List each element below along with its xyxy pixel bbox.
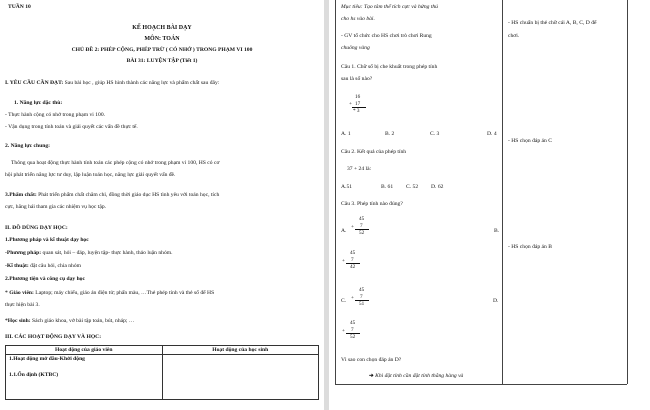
activities-table — [5, 345, 319, 400]
q1-option-a: A. 1 — [341, 131, 351, 137]
plus-sign: + — [342, 328, 345, 334]
plus-sign: + — [349, 101, 352, 107]
method-line — [5, 250, 173, 257]
calc-operand-bottom: 7 — [351, 256, 354, 263]
teacher-line — [5, 290, 214, 297]
section1-line1: - Thực hành cộng có nhớ trong phạm vi 100. — [5, 112, 106, 118]
teacher-text: Laptop; máy chiếu, giáo án điện tử; phấn màu, …Thẻ phép tính và thẻ số để HS — [33, 290, 215, 296]
question1-line1: Câu 1. Chữ số bị che khuất trong phép tính — [341, 64, 438, 70]
q1-option-b: B. 2 — [385, 131, 395, 137]
section2-line2: hội phát triển năng lực tư duy, lập luận toán học, năng lực giải quyết vấn đề. — [5, 172, 176, 178]
q3-answer: - HS chọn đáp án B — [508, 244, 552, 250]
plus-sign: + — [351, 295, 354, 301]
student-text: Sách giáo khoa, vở bài tập toán, bút, nháp; … — [30, 318, 135, 324]
section3-text: Phát triển phẩm chất chăm chỉ, đồng thời giáo dục HS tình yêu với toán học, tích — [36, 192, 220, 198]
table-border-right — [627, 0, 628, 384]
q3-calc-d — [342, 320, 360, 341]
q2-option-a: A.51 — [341, 184, 353, 190]
method-text: quan sát, hỏi – đáp, luyện tập- thực hành, thảo luận nhóm. — [41, 250, 173, 256]
requirements-text: Sau bài học , giúp HS hình thành các năng lực và phẩm chất sau đây: — [63, 80, 220, 86]
goal-line2: cho hs vào bài. — [341, 16, 375, 22]
question2-expr: 37 + 24 là: — [347, 166, 372, 172]
q1-option-d: D. 4 — [487, 131, 497, 137]
q3-option-a: A. — [341, 228, 347, 234]
calc-operand-top: 45 — [359, 287, 365, 293]
requirements-line — [5, 80, 219, 87]
note-line — [369, 373, 463, 380]
hs-prep-line1: - HS chuẩn bị thẻ chữ cái A, B, C, D để — [508, 20, 597, 26]
table-border-bottom — [335, 384, 627, 385]
table-border-middle — [502, 0, 503, 384]
table-header-teacher: Hoạt động của giáo viên — [6, 346, 163, 355]
question1-line2: sau là số nào? — [341, 76, 373, 82]
section1-heading: 1. Năng lực đặc thù: — [14, 100, 63, 106]
activity-opening: 1.Hoạt động mở đầu-Khởi động — [9, 356, 85, 362]
tools-sub2: 2.Phương tiện và công cụ dạy học — [5, 276, 85, 282]
tools-heading: II. ĐỒ DÙNG DẠY HỌC: — [5, 225, 68, 231]
q3-option-d: D. — [493, 298, 499, 304]
q2-option-c: C. 52 — [406, 184, 419, 190]
q1-option-c: C. 3 — [430, 131, 440, 137]
calc-operand-top: 16 — [355, 94, 361, 100]
section3-heading: 3.Phẩm chất: — [5, 192, 37, 198]
game-line1: - GV tổ chức cho HS chơi trò chơi Rung — [341, 33, 432, 39]
table-cell-student — [162, 355, 319, 400]
calc-operand-bottom: 7 — [360, 293, 363, 300]
game-line2: chuông vàng — [341, 45, 370, 51]
document-page-left — [0, 0, 324, 410]
q2-option-b: B. 61 — [381, 184, 394, 190]
document-page-right — [329, 0, 650, 410]
q3-option-c: C. — [341, 298, 347, 304]
section3-line1 — [5, 192, 219, 199]
week-label: TUẦN 10 — [8, 4, 31, 10]
question3: Câu 3. Phép tính nào đúng? — [341, 201, 403, 207]
chapter-title: CHỦ ĐỀ 2: PHÉP CỘNG, PHÉP TRỪ ( CÓ NHỚ ) TRONG PHẠM VI 100 — [71, 47, 253, 53]
teacher-label: * Giáo viên: — [5, 290, 34, 296]
q3-calc-a — [351, 216, 369, 237]
teacher-line2: thực hiện bài 3. — [5, 302, 40, 308]
q3-option-b: B. — [494, 228, 500, 234]
q3-calc-b — [342, 250, 360, 271]
q3-calc-c — [351, 287, 369, 308]
section2-heading: 2. Năng lực chung: — [5, 143, 51, 149]
activities-heading: III. CÁC HOẠT ĐỘNG DẠY VÀ HỌC: — [5, 334, 102, 340]
requirements-heading: I. YÊU CẦU CẦN ĐẠT: — [5, 80, 64, 86]
technique-label: -Kĩ thuật: — [5, 263, 29, 269]
question2: Câu 2. Kết quả của phép tính — [341, 149, 407, 155]
calc-operand-top: 45 — [359, 216, 365, 222]
arrow-icon: ➔ — [369, 373, 374, 379]
table-row — [6, 355, 319, 400]
plus-sign: + — [342, 258, 345, 264]
tools-sub1: 1.Phương pháp và kĩ thuật dạy học — [5, 237, 89, 243]
lesson-plan-title: KẾ HOẠCH BÀI DẠY — [132, 25, 192, 31]
calc-operand-bottom: 17 — [355, 100, 361, 107]
calc-result: 52 — [359, 230, 365, 236]
calc-operand-bottom: 7 — [360, 222, 363, 229]
table-cell-teacher — [6, 355, 163, 400]
calc-result: 52 — [350, 334, 356, 340]
plus-sign: + — [351, 224, 354, 230]
table-header-row — [6, 346, 319, 355]
why-question: Vì sao con chọn đáp án D? — [341, 357, 402, 363]
subject-label: MÔN: TOÁN — [144, 36, 180, 42]
calc-result: 42 — [350, 264, 356, 270]
student-label: *Học sinh: — [5, 318, 31, 324]
calc-operand-top: 45 — [350, 250, 356, 256]
calc-operand-top: 45 — [350, 320, 356, 326]
calc-result: 51 — [359, 301, 365, 307]
lesson-title: BÀI 31: LUYỆN TẬP (Tiết 1) — [126, 58, 198, 64]
technique-line — [5, 263, 81, 270]
q1-answer: - HS chọn đáp án C — [508, 138, 552, 144]
technique-text: đặt câu hỏi, chia nhóm — [28, 263, 81, 269]
activity-stabilize: 1.1.Ổn định (KTBC) — [9, 372, 59, 378]
section3-line2: cực, hăng hái tham gia các nhiệm vụ học tập. — [5, 204, 107, 210]
question1-calc — [349, 94, 366, 115]
hs-prep-line2: chơi. — [508, 33, 520, 39]
calc-result: * 3 — [353, 108, 360, 114]
section2-line1: Thông qua hoạt động thực hành tính toán các phép cộng có nhớ trong phạm vi 100, HS có cơ — [11, 160, 220, 166]
method-label: -Phương pháp: — [5, 250, 42, 256]
note-text: Khi đặt tính cần đặt tính thẳng hàng và — [375, 373, 464, 379]
table-header-student: Hoạt động của học sinh — [162, 346, 319, 355]
table-border-left — [335, 0, 336, 384]
student-line — [5, 318, 134, 325]
goal-line1: Mục tiêu: Tạo tâm thế tích cực và hứng thú — [341, 4, 438, 10]
q2-option-d: D. 62 — [431, 184, 444, 190]
section1-line2: - Vận dụng trong tính toán và giải quyết các vấn đề thực tế. — [5, 124, 138, 130]
calc-operand-bottom: 7 — [351, 326, 354, 333]
